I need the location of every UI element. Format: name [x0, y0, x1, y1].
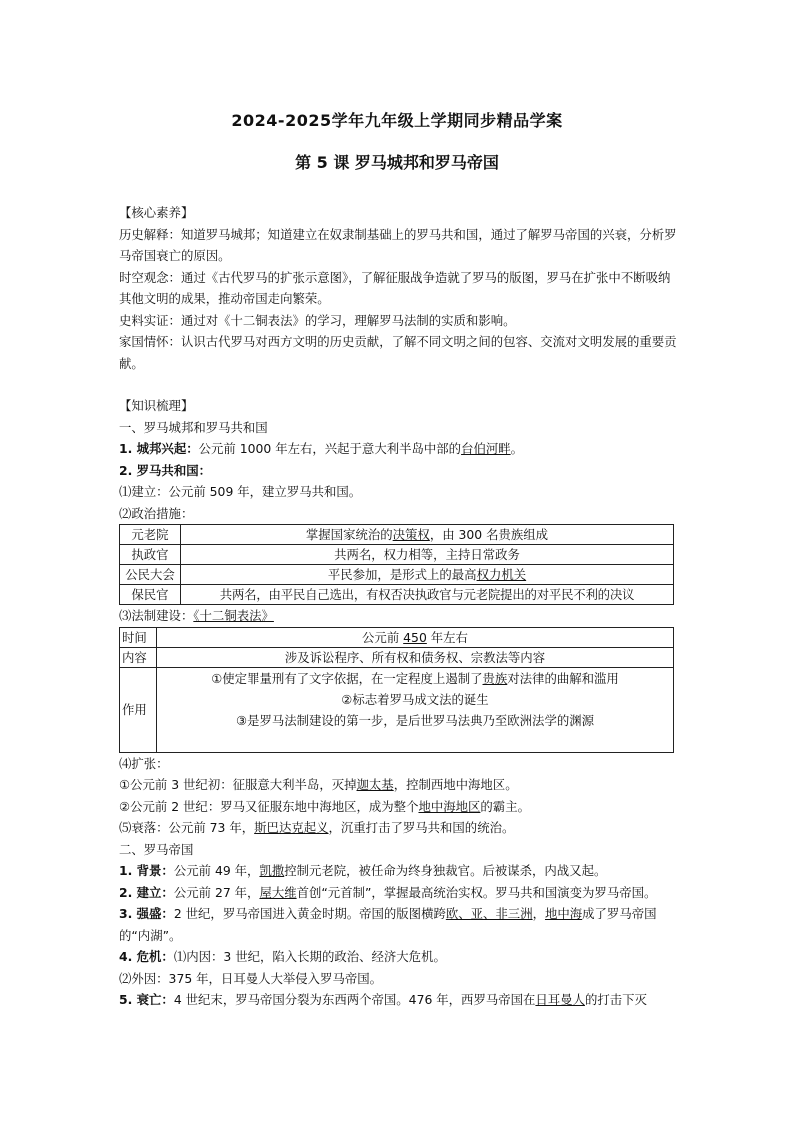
lesson-title: 第 5 课 罗马城邦和罗马帝国	[295, 153, 499, 172]
expansion-a: ①公元前 3 世纪初：征服意大利半岛，灭掉迦太基，控制西地中海地区。	[119, 777, 518, 792]
republic-founding: ⑴建立：公元前 509 年，建立罗马共和国。	[119, 484, 362, 499]
core-space: 时空观念：通过《古代罗马的扩张示意图》，了解征服战争造就了罗马的版图，罗马在扩张中不断吸纳其他文明的成果，推动帝国走向繁荣。	[119, 269, 671, 306]
section2-title: 二、罗马帝国	[119, 841, 194, 857]
table-row: 内容 涉及诉讼程序、所有权和债务权、宗教法等内容	[120, 647, 674, 667]
empire-crisis-external: ⑵外因：375 年，日耳曼人大举侵入罗马帝国。	[119, 970, 383, 986]
empire-background: 1. 背景：公元前 49 年，凯撒控制元老院，被任命为终身独裁官。后被谋杀，内战又起。	[119, 863, 607, 878]
core-nation: 家国情怀：认识古代罗马对西方文明的历史贡献，了解不同文明之间的包容、交流对文明发展的重要贡献。	[119, 334, 677, 371]
document-body	[119, 202, 677, 1011]
empire-prosperity: 3. 强盛：2 世纪，罗马帝国进入黄金时期。帝国的版图横跨欧、亚、非三洲，地中海成了罗马帝国的“内湖”。	[119, 906, 657, 943]
table-row: 作用 ①使定罪量刑有了文字依据，在一定程度上遏制了贵族对法律的曲解和滥用 ②标志着罗马成文法的诞生 ③是罗马法制建设的第一步，是后世罗马法典乃至欧洲法学的渊源	[120, 667, 674, 752]
table-row: 时间 公元前 450 年左右	[120, 627, 674, 647]
law-table	[119, 627, 674, 753]
expansion-b: ②公元前 2 世纪：罗马又征服东地中海地区，成为整个地中海地区的霸主。	[119, 798, 530, 814]
document-title: 2024-2025学年九年级上学期同步精品学案	[231, 111, 563, 130]
core-heading: 【核心素养】	[119, 205, 194, 220]
republic-expansion-label: ⑷扩张：	[119, 755, 169, 771]
republic-law-label: ⑶法制建设：《十二铜表法》	[119, 608, 274, 623]
table-row: 执政官 共两名，权力相等，主持日常政务	[120, 545, 674, 565]
empire-founding: 2. 建立：公元前 27 年，屋大维首创“元首制”，掌握最高统治实权。罗马共和国演变为罗马帝国。	[119, 884, 657, 900]
empire-fall: 5. 衰亡：4 世纪末，罗马帝国分裂为东西两个帝国。476 年，西罗马帝国在日耳曼人的打击下灭	[119, 992, 647, 1007]
item-city-rise: 1. 城邦兴起：公元前 1000 年左右，兴起于意大利半岛中部的台伯河畔。	[119, 441, 524, 456]
core-history: 历史解释：知道罗马城邦；知道建立在奴隶制基础上的罗马共和国，通过了解罗马帝国的兴衰，分析罗马帝国衰亡的原因。	[119, 226, 677, 263]
table-row: 保民官 共两名，由平民自己选出，有权否决执政官与元老院提出的对平民不利的决议	[120, 585, 674, 605]
section1-title: 一、罗马城邦和罗马共和国	[119, 419, 268, 435]
politics-table	[119, 524, 674, 605]
republic-politics-label: ⑵政治措施：	[119, 505, 194, 521]
knowledge-heading: 【知识梳理】	[119, 398, 194, 413]
table-row: 元老院 掌握国家统治的决策权，由 300 名贵族组成	[120, 525, 674, 545]
item-republic: 2. 罗马共和国：	[119, 462, 211, 478]
table-row: 公民大会 平民参加，是形式上的最高权力机关	[120, 565, 674, 585]
core-evidence: 史料实证：通过对《十二铜表法》的学习，理解罗马法制的实质和影响。	[119, 312, 516, 328]
republic-decline: ⑸衰落：公元前 73 年，斯巴达克起义，沉重打击了罗马共和国的统治。	[119, 820, 515, 835]
empire-crisis: 4. 危机：⑴内因：3 世纪，陷入长期的政治、经济大危机。	[119, 949, 446, 964]
